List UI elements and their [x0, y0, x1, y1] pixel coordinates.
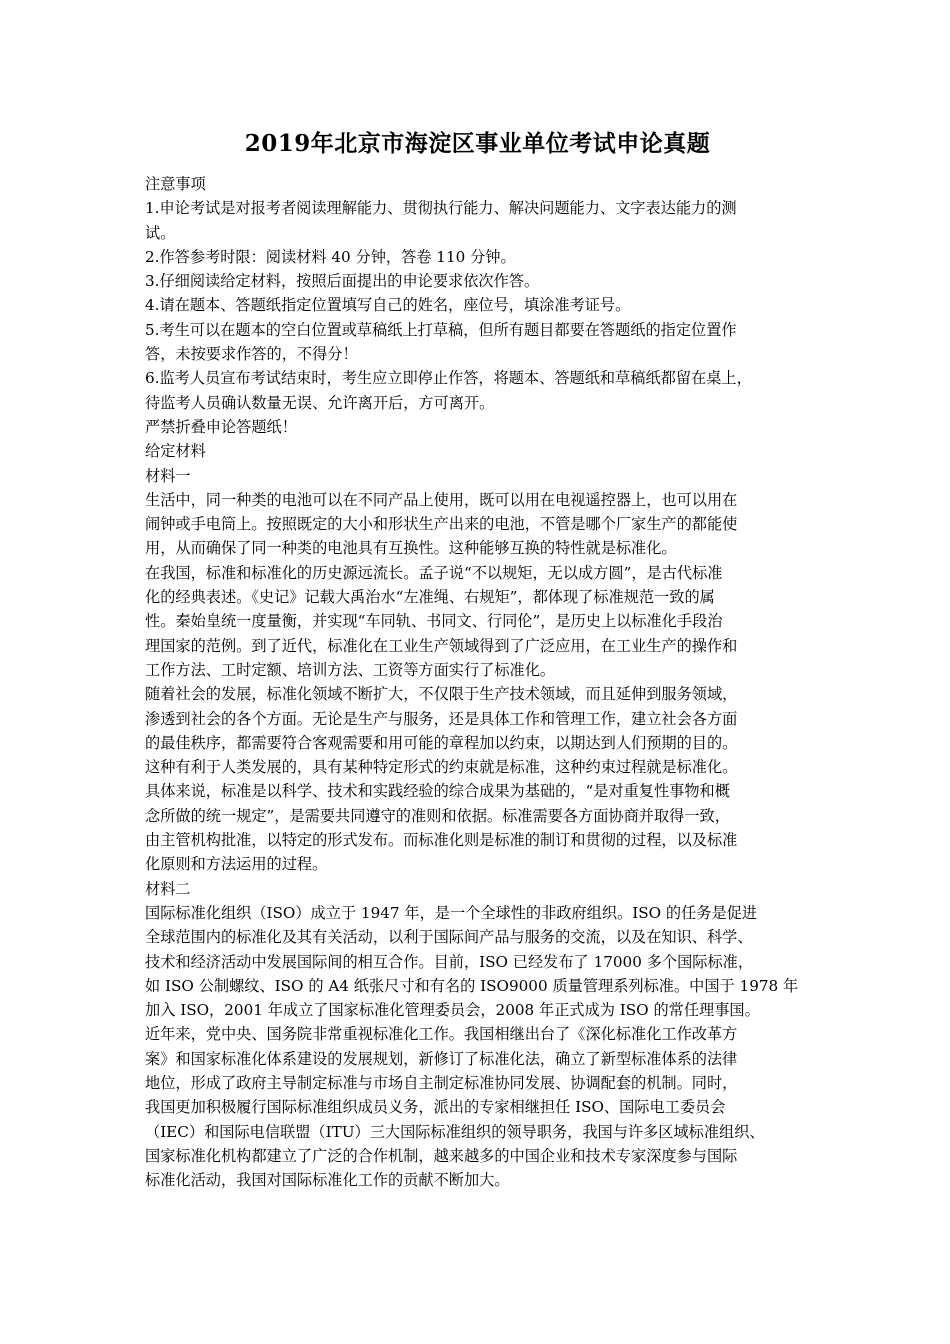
text-line: 用，从而确保了同一种类的电池具有互换性。这种能够互换的特性就是标准化。	[145, 539, 677, 558]
text-line: 的最佳秩序，都需要符合客观需要和用可能的章程加以约束，以期达到人们预期的目的。	[145, 733, 738, 752]
text-line: 化的经典表述。《史记》记载大禹治水“左准绳、右规矩”，都体现了标准规范一致的属	[145, 588, 715, 607]
text-line: 我国更加积极履行国际标准组织成员义务，派出的专家相继担任 ISO、国际电工委员会	[145, 1098, 726, 1117]
text-line: 国家标准化机构都建立了广泛的合作机制，越来越多的中国企业和技术专家深度参与国际	[145, 1146, 738, 1165]
text-line: 4.请在题本、答题纸指定位置填写自己的姓名，座位号，填涂准考证号。	[145, 296, 631, 315]
text-line: 近年来，党中央、国务院非常重视标准化工作。我国相继出台了《深化标准化工作改革方	[145, 1025, 738, 1044]
text-line: 试。	[145, 223, 176, 242]
text-line: （IEC）和国际电信联盟（ITU）三大国际标准组织的领导职务，我国与许多区域标准组织、	[145, 1122, 765, 1141]
text-line: 具体来说，标准是以科学、技术和实践经验的综合成果为基础的，“是对重复性事物和概	[145, 782, 730, 801]
text-line: 答，未按要求作答的，不得分！	[145, 345, 358, 364]
text-line: 技术和经济活动中发展国际间的相互合作。目前，ISO 已经发布了 17000 多个国际标准，	[145, 952, 754, 971]
text-line: 这种有利于人类发展的，具有某种特定形式的约束就是标准，这种约束过程就是标准化。	[145, 758, 738, 777]
text-line: 3.仔细阅读给定材料，按照后面提出的申论要求依次作答。	[145, 272, 540, 291]
text-line: 工作方法、工时定额、培训方法、工资等方面实行了标准化。	[145, 660, 556, 679]
text-line: 2.作答参考时限：阅读材料 40 分钟，答卷 110 分钟。	[145, 247, 516, 266]
text-line: 全球范围内的标准化及其有关活动，以利于国际间产品与服务的交流，以及在知识、科学、	[145, 928, 753, 947]
text-line: 生活中，同一种类的电池可以在不同产品上使用，既可以用在电视遥控器上，也可以用在	[145, 490, 738, 509]
document-body	[145, 172, 810, 1192]
text-line: 如 ISO 公制螺纹、ISO 的 A4 纸张尺寸和有名的 ISO9000 质量管理系列标准。中国于 1978 年	[145, 976, 799, 995]
text-line: 注意事项	[145, 175, 206, 193]
text-line: 材料二	[145, 879, 191, 898]
text-line: 由主管机构批准，以特定的形式发布。而标准化则是标准的制订和贯彻的过程，以及标准	[145, 831, 738, 850]
text-line: 案》和国家标准化体系建设的发展规划，新修订了标准化法，确立了新型标准体系的法律	[145, 1049, 738, 1068]
text-line: 待监考人员确认数量无误、允许离开后，方可离开。	[145, 393, 495, 412]
document-page	[145, 128, 810, 1192]
text-line: 标准化活动，我国对国际标准化工作的贡献不断加大。	[145, 1171, 510, 1190]
text-line: 材料一	[145, 466, 191, 485]
text-line: 1.申论考试是对报考者阅读理解能力、贯彻执行能力、解决问题能力、文字表达能力的测	[145, 199, 737, 218]
text-line: 地位，形成了政府主导制定标准与市场自主制定标准协同发展、协调配套的机制。同时，	[145, 1073, 738, 1092]
text-line: 念所做的统一规定”，是需要共同遵守的准则和依据。标准需要各方面协商并取得一致，	[145, 806, 730, 825]
text-line: 国际标准化组织（ISO）成立于 1947 年，是一个全球性的非政府组织。ISO 的任务是促进	[145, 903, 758, 922]
document-title: 2019年北京市海淀区事业单位考试申论真题	[244, 130, 711, 157]
text-line: 严禁折叠申论答题纸！	[145, 417, 297, 436]
text-line: 理国家的范例。到了近代，标准化在工业生产领域得到了广泛应用，在工业生产的操作和	[145, 636, 738, 655]
text-line: 在我国，标准和标准化的历史源远流长。孟子说“不以规矩，无以成方圆”，是古代标准	[145, 563, 723, 582]
text-line: 渗透到社会的各个方面。无论是生产与服务，还是具体工作和管理工作，建立社会各方面	[145, 709, 738, 728]
text-line: 6.监考人员宣布考试结束时，考生应立即停止作答，将题本、答题纸和草稿纸都留在桌上，	[145, 369, 752, 388]
text-line: 化原则和方法运用的过程。	[145, 855, 328, 874]
text-line: 给定材料	[145, 442, 206, 461]
text-line: 闹钟或手电筒上。按照既定的大小和形状生产出来的电池，不管是哪个厂家生产的都能使	[145, 515, 738, 534]
text-line: 加入 ISO，2001 年成立了国家标准化管理委员会，2008 年正式成为 ISO 的常任理事国。	[145, 1001, 760, 1020]
text-line: 性。秦始皇统一度量衡，并实现“车同轨、书同文、行同伦”，是历史上以标准化手段治	[145, 612, 723, 631]
text-line: 随着社会的发展，标准化领域不断扩大，不仅限于生产技术领域，而且延伸到服务领域，	[145, 685, 738, 704]
text-line: 5.考生可以在题本的空白位置或草稿纸上打草稿，但所有题目都要在答题纸的指定位置作	[145, 320, 737, 339]
